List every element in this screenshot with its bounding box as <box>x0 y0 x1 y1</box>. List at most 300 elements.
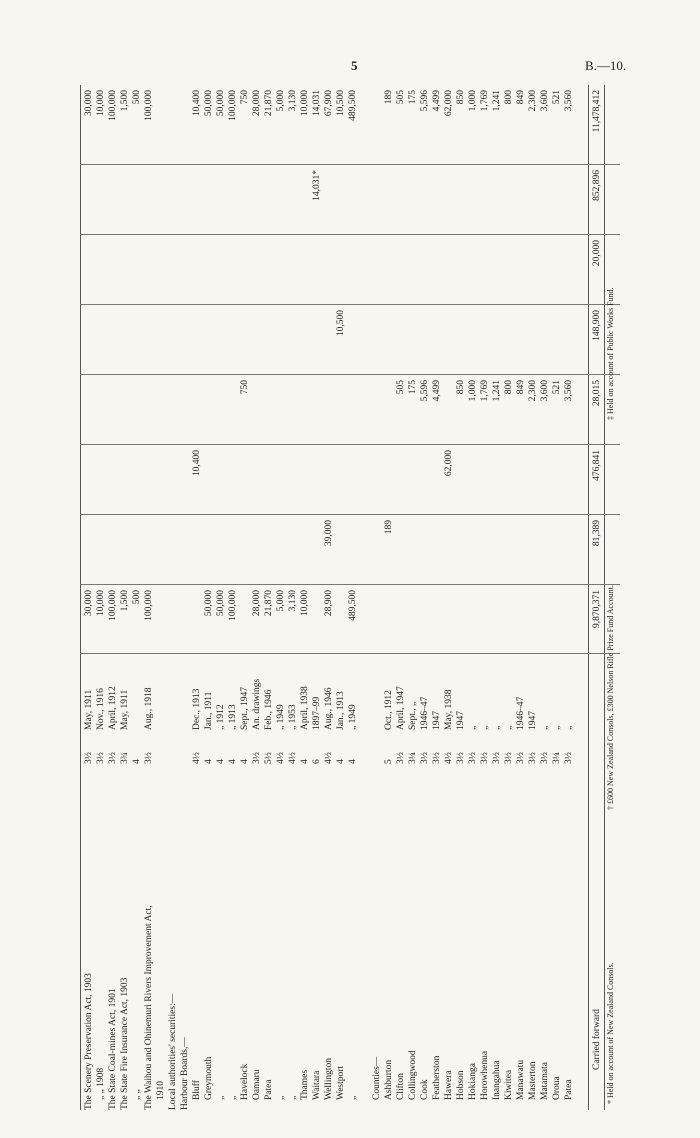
column-security-name <box>80 768 620 1110</box>
table-cell-c4 <box>360 380 370 440</box>
table-cell-c5: 10,500 <box>336 310 346 337</box>
table-cell-c2 <box>420 520 430 580</box>
table-cell-c7 <box>480 170 490 230</box>
table-cell-date <box>156 654 166 730</box>
table-cell-c6 <box>336 240 346 300</box>
table-cell-c2 <box>360 520 370 580</box>
table-cell-c7 <box>408 170 418 230</box>
table-cell-rate: 6 <box>312 759 322 764</box>
table-cell-rate: 3½ <box>96 752 106 764</box>
table-cell-date: 1947 <box>456 711 466 730</box>
table-cell-c3 <box>336 450 346 510</box>
table-cell-name: Wellington <box>324 1058 334 1100</box>
table-cell-c4: 505 <box>396 380 406 395</box>
table-cell-c2 <box>120 520 130 580</box>
table-cell-c5 <box>504 310 514 370</box>
table-cell-c8: 1,000 <box>468 90 478 112</box>
table-cell-c7 <box>348 170 358 230</box>
table-cell-c1 <box>492 590 502 650</box>
table-cell-c4: 3,560 <box>564 380 574 402</box>
table-cell-rate: 3½ <box>528 752 538 764</box>
table-cell-c6 <box>132 240 142 300</box>
table-cell-date: Oct., 1912 <box>384 690 394 730</box>
table-cell-name: Oamaru <box>252 1069 262 1100</box>
table-cell-c5 <box>240 310 250 370</box>
table-cell-name: Clifton <box>396 1073 406 1100</box>
table-cell-c7 <box>228 170 238 230</box>
table-cell-c6 <box>312 240 322 300</box>
table-cell-c3 <box>552 450 562 510</box>
table-cell-c3 <box>264 450 274 510</box>
table-cell-name: Collingwood <box>408 1050 418 1100</box>
column-divider <box>80 234 620 235</box>
table-cell-date: „ <box>468 725 478 730</box>
table-cell-c5 <box>264 310 274 370</box>
table-cell-c6 <box>492 240 502 300</box>
table-cell-name: Harbour Boards,— <box>180 1037 190 1110</box>
table-cell-c4 <box>276 380 286 440</box>
table-cell-c3 <box>324 450 334 510</box>
column-divider <box>80 514 620 515</box>
table-cell-c1 <box>432 590 442 650</box>
table-cell-name: Patea <box>564 1079 574 1100</box>
table-cell-date: April, 1938 <box>300 686 310 730</box>
table-cell-c5 <box>300 310 310 370</box>
table-cell-c6 <box>468 240 478 300</box>
table-cell-c5 <box>408 310 418 370</box>
table-cell-c6 <box>276 240 286 300</box>
table-cell-c6 <box>192 240 202 300</box>
table-cell-c7 <box>324 170 334 230</box>
table-cell-date: 1946–47 <box>420 696 430 730</box>
table-cell-date <box>180 654 190 730</box>
table-cell-date: April, 1912 <box>108 686 118 730</box>
table-cell-c8: 1,241 <box>492 90 502 112</box>
table-cell-c3 <box>396 450 406 510</box>
table-cell-c7 <box>144 170 154 230</box>
table-cell-c8 <box>168 90 178 160</box>
table-cell-c4 <box>288 380 298 440</box>
table-cell-c2 <box>552 520 562 580</box>
table-cell-date <box>132 654 142 730</box>
table-cell-c1 <box>552 590 562 650</box>
table-cell-c5 <box>528 310 538 370</box>
table-cell-date: May, 1911 <box>84 689 94 730</box>
table-cell-c2 <box>276 520 286 580</box>
table-cell-c3 <box>252 450 262 510</box>
table-cell-c2 <box>204 520 214 580</box>
table-cell-rate: 3½ <box>144 752 154 764</box>
table-cell-c8: 5,596 <box>420 90 430 112</box>
table-cell-c7 <box>336 170 346 230</box>
table-cell-name: The Waihou and Ohinemuri Rivers Improvement Act, <box>144 905 154 1110</box>
table-cell-c4 <box>372 380 382 440</box>
table-cell-c2: 39,000 <box>324 520 334 547</box>
column-amount-5 <box>80 310 620 370</box>
table-cell-name: The State Coal-mines Act, 1901 <box>108 988 118 1110</box>
table-cell-c8: 30,000 <box>84 90 94 117</box>
table-cell-name: „ „ <box>132 1089 142 1100</box>
table-cell-name: Masterton <box>528 1061 538 1100</box>
grand-total: 11,478,412 <box>592 90 602 133</box>
table-cell-rate: 4 <box>132 759 142 764</box>
table-cell-c4 <box>300 380 310 440</box>
table-cell-c5 <box>432 310 442 370</box>
table-cell-c6 <box>240 240 250 300</box>
table-cell-c6 <box>156 240 166 300</box>
table-cell-c8: 50,000 <box>216 90 226 117</box>
table-cell-c1: 100,000 <box>228 590 238 621</box>
table-cell-c4 <box>348 380 358 440</box>
table-cell-c1: 489,500 <box>348 590 358 621</box>
table-cell-c1: 1,500 <box>120 590 130 612</box>
table-cell-c5 <box>456 310 466 370</box>
table-cell-c8: 850 <box>456 90 466 105</box>
table-cell-name: Patea <box>264 1079 274 1100</box>
table-cell-c5 <box>480 310 490 370</box>
table-cell-c5 <box>180 310 190 370</box>
table-cell-c7 <box>396 170 406 230</box>
column-amount-4 <box>80 380 620 440</box>
table-cell-c8: 3,600 <box>540 90 550 112</box>
table-cell-name: Havelock <box>240 1063 250 1100</box>
table-cell-c7 <box>192 170 202 230</box>
column-amount-2 <box>80 520 620 580</box>
table-cell-c2 <box>264 520 274 580</box>
table-cell-c1 <box>468 590 478 650</box>
table-cell-c1: 10,000 <box>300 590 310 617</box>
table-cell-c6 <box>216 240 226 300</box>
table-cell-c3 <box>468 450 478 510</box>
table-cell-c8: 21,870 <box>264 90 274 117</box>
column-amount-3 <box>80 450 620 510</box>
table-cell-c5 <box>564 310 574 370</box>
table-cell-name: Horowhenua <box>480 1050 490 1100</box>
table-cell-c2 <box>408 520 418 580</box>
table-cell-c1 <box>384 590 394 650</box>
column-amount-6 <box>80 240 620 300</box>
table-cell-date: April, 1947 <box>396 686 406 730</box>
table-cell-c2 <box>504 520 514 580</box>
table-cell-c3 <box>456 450 466 510</box>
table-cell-c5 <box>360 310 370 370</box>
table-cell-c3: 62,000 <box>444 450 454 477</box>
table-cell-c6 <box>300 240 310 300</box>
table-cell-c7 <box>204 170 214 230</box>
table-cell-c6 <box>480 240 490 300</box>
table-cell-c1 <box>504 590 514 650</box>
table-cell-c5 <box>276 310 286 370</box>
footnote-rifle-prize: † £600 New Zealand Consols, £300 Nelson Rifle Prize Fund Account. <box>606 585 615 810</box>
table-cell-c2 <box>132 520 142 580</box>
total-amount-6: 20,000 <box>592 240 602 267</box>
table-cell-c8: 521 <box>552 90 562 105</box>
table-cell-c1 <box>408 590 418 650</box>
table-cell-c8: 10,500 <box>336 90 346 117</box>
table-cell-c2 <box>396 520 406 580</box>
table-cell-c6 <box>360 240 370 300</box>
table-cell-c4: 850 <box>456 380 466 395</box>
table-cell-name: Ashburton <box>384 1059 394 1100</box>
table-cell-c1: 5,000 <box>276 590 286 612</box>
table-cell-c1: 100,000 <box>144 590 154 621</box>
table-cell-c1 <box>192 590 202 650</box>
table-cell-rate: 4½ <box>324 752 334 764</box>
table-cell-name: „ „ 1908 <box>96 1067 106 1100</box>
rotated-table <box>80 85 620 1110</box>
table-cell-c1: 28,900 <box>324 590 334 617</box>
table-cell-c5 <box>168 310 178 370</box>
table-cell-c6 <box>396 240 406 300</box>
table-cell-c1: 3,130 <box>288 590 298 612</box>
table-cell-c2 <box>168 520 178 580</box>
table-cell-name: „ <box>348 1095 358 1100</box>
table-cell-c2 <box>108 520 118 580</box>
table-cell-c4: 1,000 <box>468 380 478 402</box>
table-cell-c2 <box>240 520 250 580</box>
table-cell-c3 <box>432 450 442 510</box>
table-cell-date: „ <box>492 725 502 730</box>
table-cell-c7 <box>360 170 370 230</box>
table-cell-c3 <box>216 450 226 510</box>
table-cell-c2 <box>468 520 478 580</box>
table-cell-rate: 3½ <box>108 752 118 764</box>
table-cell-c2 <box>456 520 466 580</box>
table-cell-c2 <box>156 520 166 580</box>
table-cell-c7 <box>492 170 502 230</box>
table-cell-c6 <box>432 240 442 300</box>
table-cell-c5 <box>96 310 106 370</box>
table-cell-c4: 175 <box>408 380 418 395</box>
table-cell-c4 <box>336 380 346 440</box>
table-cell-c6 <box>420 240 430 300</box>
table-cell-c1 <box>564 590 574 650</box>
table-cell-c4 <box>132 380 142 440</box>
table-cell-c7 <box>156 170 166 230</box>
table-cell-c8: 100,000 <box>228 90 238 121</box>
table-cell-rate: 3½ <box>432 752 442 764</box>
table-cell-c6 <box>372 240 382 300</box>
table-cell-c4 <box>156 380 166 440</box>
table-cell-rate: 3¼ <box>408 752 418 764</box>
table-cell-c8: 4,499 <box>432 90 442 112</box>
table-cell-c2 <box>348 520 358 580</box>
column-divider <box>80 584 620 585</box>
table-cell-c7 <box>120 170 130 230</box>
table-cell-c8 <box>180 90 190 160</box>
table-cell-c6 <box>540 240 550 300</box>
table-cell-c4 <box>252 380 262 440</box>
table-cell-c7 <box>264 170 274 230</box>
table-cell-rate <box>168 734 178 764</box>
table-cell-c4 <box>120 380 130 440</box>
table-cell-name: Inangahua <box>492 1060 502 1100</box>
table-cell-c7 <box>108 170 118 230</box>
table-cell-c1 <box>540 590 550 650</box>
table-cell-rate: 3½ <box>456 752 466 764</box>
table-cell-c7 <box>216 170 226 230</box>
table-cell-date: Nov., 1916 <box>96 688 106 730</box>
table-cell-date: Aug., 1946 <box>324 687 334 730</box>
table-cell-date: „ <box>552 725 562 730</box>
table-cell-name: The Scenery Preservation Act, 1903 <box>84 973 94 1110</box>
table-cell-c5 <box>120 310 130 370</box>
column-amount-1 <box>80 590 620 650</box>
table-cell-c3 <box>360 450 370 510</box>
table-cell-c4 <box>192 380 202 440</box>
table-cell-c4: 5,596 <box>420 380 430 402</box>
table-cell-c3 <box>228 450 238 510</box>
table-cell-date <box>372 654 382 730</box>
document-reference: B.—10. <box>585 58 627 73</box>
table-cell-c4 <box>312 380 322 440</box>
table-cell-date: 1947 <box>432 711 442 730</box>
table-cell-c5 <box>228 310 238 370</box>
table-cell-rate: 4½ <box>192 752 202 764</box>
table-cell-c3 <box>480 450 490 510</box>
table-cell-c5 <box>216 310 226 370</box>
table-cell-rate <box>372 734 382 764</box>
table-cell-rate: 3½ <box>84 752 94 764</box>
table-cell-date: „ <box>564 725 574 730</box>
table-cell-c8 <box>360 90 370 160</box>
table-cell-rate: 4 <box>336 759 346 764</box>
table-cell-c2 <box>516 520 526 580</box>
table-cell-c1 <box>156 590 166 650</box>
footnote-consols: * Held on account of New Zealand Consols. <box>606 962 615 1104</box>
table-cell-rate: 3½ <box>540 752 550 764</box>
table-cell-rate: 3½ <box>468 752 478 764</box>
table-cell-c1 <box>516 590 526 650</box>
total-amount-5: 148,900 <box>592 310 602 341</box>
table-cell-c3 <box>408 450 418 510</box>
table-cell-c7 <box>132 170 142 230</box>
table-cell-c3 <box>492 450 502 510</box>
table-cell-name: Westport <box>336 1065 346 1100</box>
table-cell-date: 1946–47 <box>516 696 526 730</box>
table-cell-c1: 100,000 <box>108 590 118 621</box>
table-cell-c1 <box>444 590 454 650</box>
table-cell-c7 <box>552 170 562 230</box>
table-cell-date: An. drawings <box>252 678 262 730</box>
table-cell-c2 <box>312 520 322 580</box>
table-cell-c2 <box>180 520 190 580</box>
table-cell-c2 <box>564 520 574 580</box>
table-cell-c4 <box>144 380 154 440</box>
total-amount-4: 28,015 <box>592 380 602 407</box>
table-cell-date: „ 1949 <box>348 704 358 730</box>
table-cell-c7 <box>468 170 478 230</box>
table-cell-rate: 3¼ <box>552 752 562 764</box>
table-cell-rate: 4 <box>348 759 358 764</box>
table-cell-c6 <box>252 240 262 300</box>
table-cell-c3 <box>564 450 574 510</box>
table-cell-name: Hawera <box>444 1070 454 1100</box>
table-cell-c5 <box>420 310 430 370</box>
table-cell-name: Featherston <box>432 1055 442 1100</box>
table-cell-c8: 100,000 <box>144 90 154 121</box>
table-cell-c3 <box>168 450 178 510</box>
table-cell-c8: 1,500 <box>120 90 130 112</box>
table-cell-date <box>168 654 178 730</box>
table-cell-rate: 5 <box>384 759 394 764</box>
table-cell-rate: 4 <box>300 759 310 764</box>
table-cell-c4: 750 <box>240 380 250 395</box>
table-cell-c2 <box>300 520 310 580</box>
table-cell-c1: 500 <box>132 590 142 605</box>
table-cell-c8: 2,300 <box>528 90 538 112</box>
table-cell-c3 <box>528 450 538 510</box>
table-cell-name: Oroua <box>552 1076 562 1100</box>
footnote-public-works: ‡ Held on account of Public Works Fund. <box>606 287 615 420</box>
table-cell-c7 <box>168 170 178 230</box>
table-cell-c4 <box>216 380 226 440</box>
total-amount-2: 81,389 <box>592 520 602 547</box>
table-cell-c8: 175 <box>408 90 418 105</box>
table-cell-c4 <box>84 380 94 440</box>
table-cell-c6 <box>528 240 538 300</box>
table-cell-c7 <box>420 170 430 230</box>
table-cell-name: Kiwitea <box>504 1069 514 1100</box>
table-cell-rate: 4½ <box>288 752 298 764</box>
column-due-date <box>80 654 620 730</box>
table-cell-c6 <box>120 240 130 300</box>
table-cell-c4 <box>384 380 394 440</box>
table-cell-c5 <box>324 310 334 370</box>
table-cell-c1: 30,000 <box>84 590 94 617</box>
table-cell-c5 <box>348 310 358 370</box>
table-cell-c4: 849 <box>516 380 526 395</box>
table-cell-date: 1897–99 <box>312 696 322 730</box>
table-cell-c6 <box>84 240 94 300</box>
table-cell-c3 <box>156 450 166 510</box>
table-cell-c7 <box>432 170 442 230</box>
table-cell-c1 <box>528 590 538 650</box>
table-cell-c7 <box>372 170 382 230</box>
table-cell-c8: 50,000 <box>204 90 214 117</box>
table-cell-c4: 4,499 <box>432 380 442 402</box>
table-cell-c3 <box>348 450 358 510</box>
table-cell-c4 <box>108 380 118 440</box>
table-cell-c3 <box>372 450 382 510</box>
table-cell-c5 <box>84 310 94 370</box>
table-cell-c1: 21,870 <box>264 590 274 617</box>
table-cell-c1 <box>168 590 178 650</box>
table-cell-rate: 3½ <box>504 752 514 764</box>
table-cell-c3 <box>84 450 94 510</box>
table-cell-date <box>360 654 370 730</box>
table-cell-name: Hobson <box>456 1070 466 1100</box>
table-cell-c7 <box>300 170 310 230</box>
table-cell-rate: 3½ <box>480 752 490 764</box>
table-cell-c2 <box>432 520 442 580</box>
table-cell-c7 <box>384 170 394 230</box>
table-cell-c3 <box>516 450 526 510</box>
table-cell-c4 <box>228 380 238 440</box>
table-cell-c6 <box>552 240 562 300</box>
table-cell-name: Counties— <box>372 1056 382 1100</box>
table-cell-c6 <box>516 240 526 300</box>
table-cell-name: „ <box>288 1095 298 1100</box>
table-cell-rate: 3½ <box>516 752 526 764</box>
table-cell-date: May, 1938 <box>444 689 454 730</box>
table-cell-c3 <box>180 450 190 510</box>
table-cell-c3 <box>312 450 322 510</box>
table-cell-rate: 4 <box>240 759 250 764</box>
table-cell-rate: 3½ <box>252 752 262 764</box>
table-cell-rate: 4 <box>204 759 214 764</box>
column-amount-7 <box>80 170 620 230</box>
